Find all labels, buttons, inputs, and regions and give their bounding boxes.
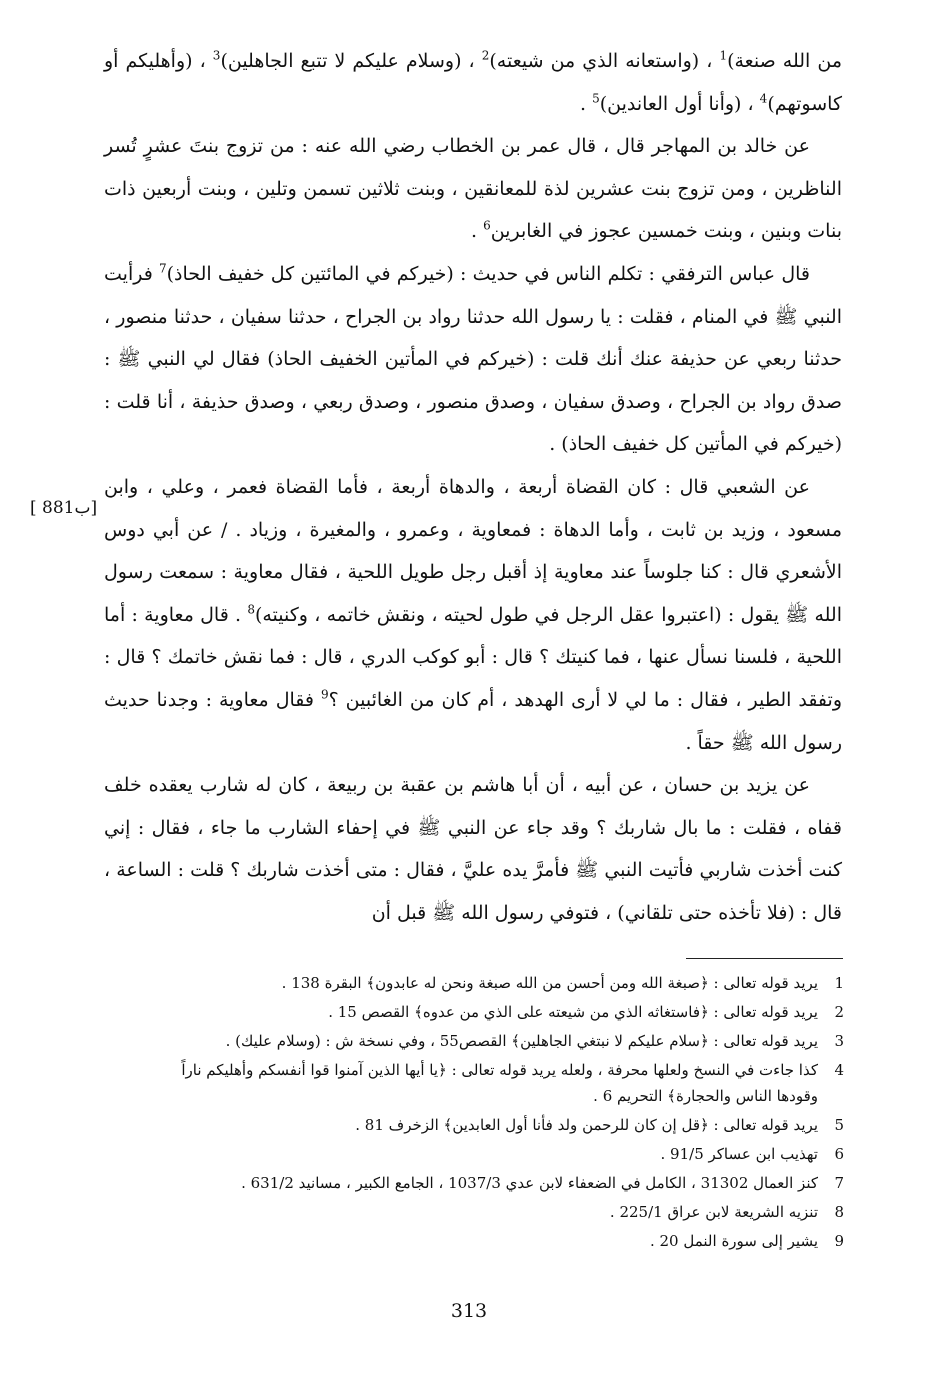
footnote [150, 1170, 844, 1196]
footnote [150, 1028, 844, 1054]
paragraph-text: ، (وأنا أول العاندين) [599, 92, 754, 115]
paragraph-4 [104, 466, 842, 764]
footnote-ref: 4 [759, 91, 768, 106]
footnotes [150, 970, 844, 1257]
manuscript-folio-marker: [ 881ب] [30, 498, 98, 518]
footnote-text: تهذيب ابن عساكر 91/5 . [660, 1145, 818, 1163]
page-number: 313 [450, 1300, 488, 1322]
paragraph-text: . [579, 92, 587, 115]
paragraph-text: عن الشعبي قال : كان القضاة أربعة ، والدهاة أربعة ، فأما القضاة فعمر ، وعلي ، وابن مسعود ، وزيد بن ثابت ، وأما الدهاة : فمعاوية ، وعمرو ، والمغيرة ، وزياد . / عن أبي دوس الأشعري قال : كنا جلوساً عند معاوية إذ أقبل رجل طويل اللحية ، فقال معاوية : سمعت رسول الله ﷺ يقول : (اعتبروا عقل الرجل في طول لحيته ، ونقش خاتمه ، وكنيته) [104, 475, 842, 626]
footnote-ref: 9 [320, 687, 329, 702]
footnote-text: يريد قوله تعالى : ﴿فاستغاثه الذي من شيعته على الذي من عدوه﴾ القصص 15 . [328, 1003, 818, 1021]
footnote-number: 3 [834, 1032, 844, 1050]
footnote [150, 1057, 844, 1109]
footnote-text: يشير إلى سورة النمل 20 . [649, 1232, 818, 1250]
footnote-number: 1 [834, 974, 844, 992]
paragraph-text: عن يزيد بن حسان ، عن أبيه ، أن أبا هاشم بن عقبة بن ربيعة ، كان له شارب يعقده خلف قفاه ، فقلت : ما بال شاربك ؟ وقد جاء عن النبي ﷺ في إحفاء الشارب ما جاء ، فقال : إني كنت أخذت شاربي فأتيت النبي ﷺ فأمرَّ يده عليَّ ، فقال : متى أخذت شاربك ؟ قلت : الساعة ، قال : (فلا تأخذه حتى تلقاني) ، فتوفي رسول الله ﷺ قبل أن [104, 774, 842, 924]
footnote-text: تنزيه الشريعة لابن عراق 225/1 . [609, 1203, 818, 1221]
footnote-ref: 1 [719, 48, 728, 63]
paragraph-text: فرأيت النبي ﷺ في المنام ، فقلت : يا رسول الله حدثنا رواد بن الجراح ، حدثنا سفيان ، حدثنا منصور ، حدثنا ربعي عن حذيفة عنك أنك قلت : (خيركم في المأتين الخفيف الحاذ) فقال لي النبي ﷺ : صدق رواد بن الجراح ، وصدق سفيان ، وصدق منصور ، وصدق ربعي ، وصدق حذيفة ، أنا قلت : (خيركم في المأتين كل خفيف الحاذ) . [104, 262, 842, 456]
footnote [150, 999, 844, 1025]
footnote [150, 1112, 844, 1138]
footnote-number: 4 [834, 1061, 844, 1079]
footnote-number: 8 [834, 1203, 844, 1221]
paragraph-text: . [470, 220, 478, 243]
footnote-ref: 2 [481, 48, 490, 63]
paragraph-2 [104, 125, 842, 253]
footnote-number: 7 [834, 1174, 844, 1192]
paragraph-text: ، (واستعانه الذي من شيعته) [489, 50, 713, 72]
footnote-number: 2 [834, 1003, 844, 1021]
paragraph-text: فقال معاوية : وجدنا حديث رسول الله ﷺ حقاً . [104, 688, 842, 754]
footnote-divider [686, 958, 843, 959]
footnote [150, 1141, 844, 1167]
footnote-ref: 5 [592, 91, 600, 106]
footnote-ref: 7 [159, 261, 167, 276]
footnote-number: 9 [834, 1232, 844, 1250]
paragraph-3 [104, 253, 842, 466]
paragraph-1 [104, 40, 842, 125]
footnote-ref: 8 [247, 602, 255, 617]
paragraph-text: ، (وأهليكم أو كاسوتهم) [104, 50, 842, 115]
footnote-ref: 6 [483, 219, 491, 234]
main-text [104, 40, 842, 934]
footnote-number: 6 [834, 1145, 844, 1163]
footnote-text: يريد قوله تعالى : ﴿قل إن كان للرحمن ولد فأنا أول العابدين﴾ الزخرف 81 . [355, 1116, 818, 1134]
footnote-text: يريد قوله تعالى : ﴿سلام عليكم لا نبتغي الجاهلين﴾ القصص55 ، وفي نسخة ش : (وسلام عليك) . [225, 1032, 818, 1050]
paragraph-text: عن خالد بن المهاجر قال ، قال عمر بن الخطاب رضي الله عنه : من تزوج بنتَ عشرٍ تُسر الناظرين ، ومن تزوج بنت عشرين لذة للمعانقين ، وبنت ثلاثين تسمن وتلين ، وبنت أربعين ذات بنات وبنين ، وبنت خمسين عجوز في الغابرين [104, 135, 842, 243]
paragraph-text: ، (وسلام عليكم لا تتبع الجاهلين) [220, 50, 475, 72]
footnote-text: يريد قوله تعالى : ﴿صبغة الله ومن أحسن من الله صبغة ونحن له عابدون﴾ البقرة 138 . [281, 974, 818, 992]
footnote [150, 1199, 844, 1225]
footnote-ref: 3 [212, 48, 221, 63]
paragraph-text: قال عباس الترفقي : تكلم الناس في حديث : (خيركم في المائتين كل خفيف الحاذ) [166, 262, 810, 285]
footnote [150, 970, 844, 996]
footnote-number: 5 [834, 1116, 844, 1134]
paragraph-5 [104, 764, 842, 934]
paragraph-text: . قال معاوية : أما اللحية ، فلسنا نسأل عنها ، فما كنيتك ؟ قال : أبو كوكب الدري ، قال : فما نقش خاتمك ؟ قال : وتفقد الطير ، فقال : ما لي لا أرى الهدهد ، أم كان من الغائبين ؟ [104, 603, 843, 711]
paragraph-text: من الله صنعة) [727, 50, 842, 72]
footnote-text: كذا جاءت في النسخ ولعلها محرفة ، ولعله يريد قوله تعالى : ﴿يا أيها الذين آمنوا قوا أنفسكم وأهليكم ناراً وقودها الناس والحجارة﴾ التحريم 6 . [181, 1061, 818, 1105]
footnote-text: كنز العمال 31302 ، الكامل في الضعفاء لابن عدي 1037/3 ، الجامع الكبير ، مسانيد 631/2 . [241, 1174, 818, 1192]
footnote [150, 1228, 844, 1254]
